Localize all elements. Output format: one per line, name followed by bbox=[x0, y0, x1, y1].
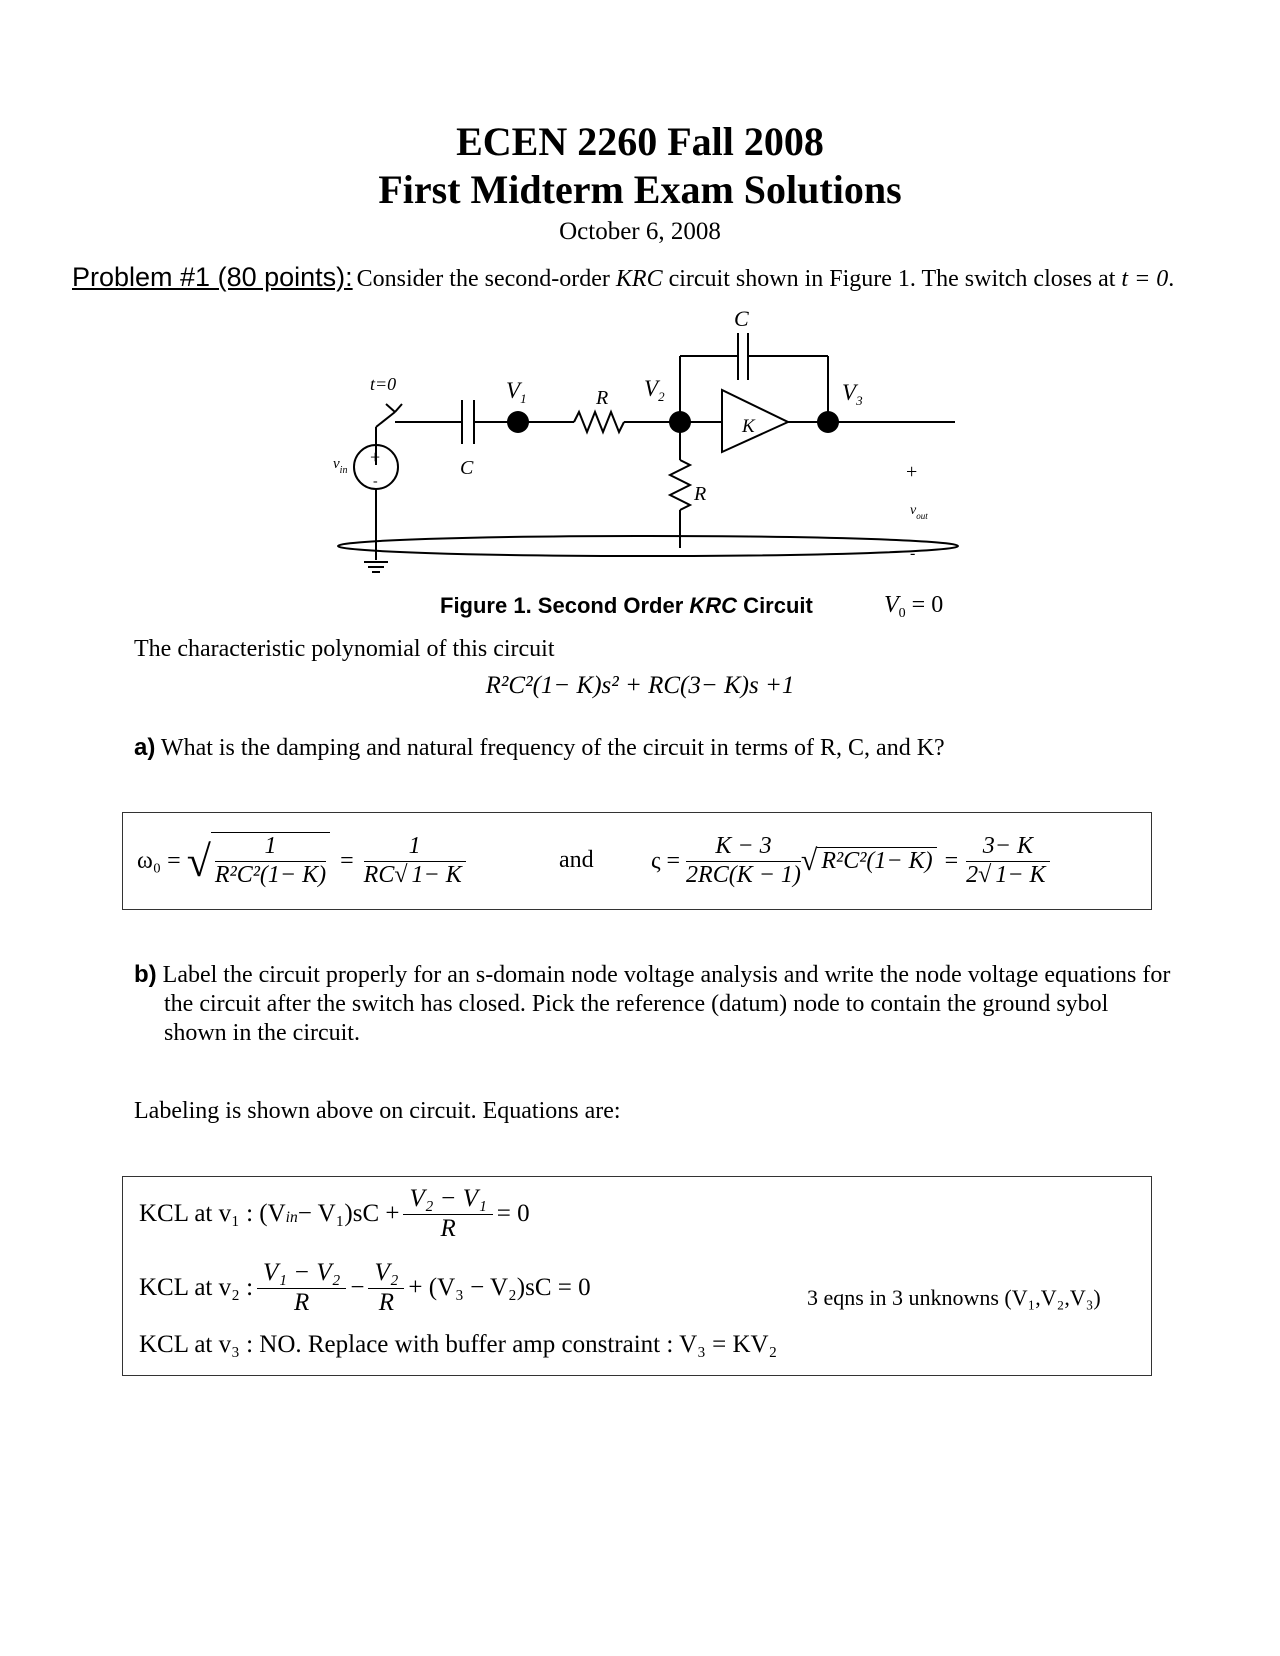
v0-equation: $V_0 = 0$ bbox=[884, 592, 944, 620]
zeta-num: K − 3 bbox=[686, 833, 801, 862]
part-b-text: Label the circuit properly for an s-domain node voltage analysis and write the node voltage equations for the circuit after the switch has closed. Pick the reference (datum) node to contain the ground sybol shown in the circuit. bbox=[156, 962, 1171, 1046]
kcl-v3-equation: KCL at v₃ : NO. Replace with buffer amp constraint : V₃ = KV₂ bbox=[139, 1331, 778, 1358]
part-b-label: b) bbox=[134, 961, 157, 988]
exam-date: October 6, 2008 bbox=[559, 218, 721, 245]
kcl-v2-den2: R bbox=[378, 1288, 395, 1316]
kcl-v1-den: R bbox=[440, 1214, 456, 1242]
switch-label: t=0 bbox=[370, 374, 397, 394]
zeta-expression: ς = $\frac{K - 3}{2RC(K - 1)}$ √ R²C²(1− K) = $\frac{3- K}{2√ 1- K}$ bbox=[651, 823, 1050, 899]
source-plus: + bbox=[370, 447, 381, 467]
switch-blade bbox=[376, 412, 395, 427]
zeta-equals: = bbox=[944, 847, 959, 874]
sqrt-icon-zeta: √ bbox=[800, 844, 818, 877]
cap-left-label: C bbox=[460, 457, 474, 479]
node-v1-label: $V_1$ bbox=[506, 378, 527, 406]
omega-num2: 1 bbox=[364, 833, 466, 862]
cap-top-label: C bbox=[734, 306, 749, 331]
sqrt-icon: √ bbox=[186, 836, 211, 886]
char-poly-expr: R²C²(1− K)s² + RC(3− K)s +1 bbox=[485, 672, 795, 699]
labeling-text: Labeling is shown above on circuit. Equations are: bbox=[134, 1098, 621, 1124]
krc-circuit-diagram bbox=[0, 300, 1280, 620]
sqrt-icon-zeta2: √ bbox=[978, 861, 992, 888]
problem-period: . bbox=[1168, 266, 1175, 292]
zeta-lhs: ς = bbox=[651, 847, 681, 874]
part-a-question bbox=[134, 734, 945, 762]
resistor-series bbox=[574, 412, 624, 432]
vout-label: $v_{out}$ bbox=[910, 503, 928, 521]
node-v3-label: $V_3$ bbox=[842, 380, 863, 408]
unknowns-note: 3 eqns in 3 unknowns (V₁,V₂,V₃) bbox=[807, 1285, 1101, 1310]
resistor-shunt bbox=[670, 460, 690, 510]
figure-caption: Figure 1. Second Order KRC Circuit bbox=[440, 593, 813, 618]
problem-label: Problem #1 (80 points): bbox=[72, 262, 353, 292]
vin-label: $v_{in}$ bbox=[333, 456, 348, 476]
vout-plus: + bbox=[906, 461, 918, 483]
part-a-answer-box bbox=[122, 812, 1152, 910]
part-b-question bbox=[134, 960, 1174, 1048]
problem-krc: KRC bbox=[615, 266, 663, 292]
sqrt-icon-small: √ bbox=[394, 861, 408, 888]
datum-node-ellipse bbox=[338, 536, 958, 556]
exam-title: First Midterm Exam Solutions bbox=[378, 167, 902, 212]
part-a-label: a) bbox=[134, 734, 156, 761]
kcl-v2-num2: V₂ bbox=[368, 1259, 404, 1289]
zeta-den: 2RC(K − 1) bbox=[686, 861, 801, 888]
node-v3-dot bbox=[817, 411, 839, 433]
problem-text-a: Consider the second-order bbox=[356, 266, 616, 292]
zeta-den2-rad: 1− K bbox=[991, 861, 1049, 888]
res-series-label: R bbox=[596, 387, 609, 409]
and-text: and bbox=[559, 847, 594, 873]
kcl-v1-num: V₂ − V₁ bbox=[403, 1185, 492, 1215]
omega0-lhs: ω₀ = bbox=[137, 847, 181, 874]
amp-gain-label: K bbox=[742, 416, 755, 437]
char-poly-intro: The characteristic polynomial of this circuit bbox=[134, 636, 555, 662]
amplifier-triangle bbox=[722, 390, 788, 452]
part-b-answer-box bbox=[122, 1176, 1152, 1376]
omega-equals: = bbox=[340, 847, 354, 874]
vout-minus: - bbox=[910, 545, 916, 562]
zeta-num2: 3− K bbox=[966, 833, 1049, 862]
problem-text-b: circuit shown in Figure 1. The switch closes at bbox=[662, 266, 1122, 292]
node-v2-dot bbox=[669, 411, 691, 433]
omega-den1: R²C²(1− K) bbox=[214, 862, 327, 888]
zeta-rad: R²C²(1− K) bbox=[817, 847, 936, 875]
omega-expression: ω₀ = √ $\frac{1}{\text{R²C²(1− K)}}$ = $\frac{1}{RC√ 1- K}$ bbox=[137, 823, 466, 899]
node-v1-dot bbox=[507, 411, 529, 433]
kcl-v2-den1: R bbox=[294, 1288, 310, 1316]
kcl-v2-equation: KCL at v₂ : $\frac{\text{V₁ − V₂}}{R}$ − $\frac{\text{V₂}}{R}$ + (V₃ − V₂)sC = 0 bbox=[139, 1259, 591, 1316]
res-shunt-label: R bbox=[694, 483, 707, 505]
omega-num1: 1 bbox=[215, 833, 326, 862]
problem-statement bbox=[72, 262, 1174, 293]
kcl-v2-num1: V₁ − V₂ bbox=[257, 1259, 346, 1289]
kcl-v1-equation: KCL at v₁ : (V $_{in}$ − V₁)sC + $\frac{\text{V₂ − V₁}}{R}$ = 0 bbox=[139, 1185, 530, 1242]
part-a-text: What is the damping and natural frequency of the circuit in terms of R, C, and K? bbox=[155, 735, 945, 761]
node-v2-label: $V_2$ bbox=[644, 376, 665, 404]
omega-den2-rad: 1− K bbox=[408, 861, 466, 888]
source-minus: - bbox=[373, 474, 378, 489]
course-title: ECEN 2260 Fall 2008 bbox=[456, 119, 824, 164]
problem-t-eq: t = 0 bbox=[1121, 266, 1169, 292]
